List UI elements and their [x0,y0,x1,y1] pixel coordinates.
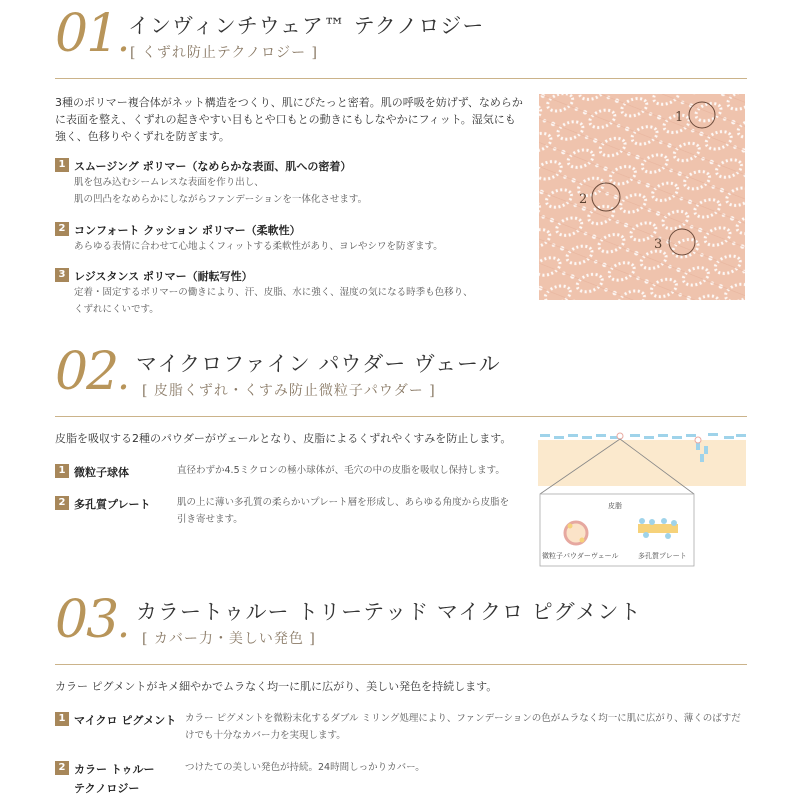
section-subtitle-03: [ カバー力・美しい発色 ] [142,631,316,647]
section-intro-03: カラー ピグメントがキメ細やかでムラなく均一に肌に広がり、美しい発色を持続します。 [55,680,498,693]
item-desc: カラー ピグメントを微粉末化するダブル ミリング処理により、ファンデーションの色がムラなく均一に肌に広がり、薄くのばすだ けでも十分なカバー力を実現します。 [185,713,741,741]
item-label: レジスタンス ポリマー（耐転写性） [74,270,253,283]
item-label: 微粒子球体 [74,466,129,479]
section-intro-01: 3種のポリマー複合体がネット構造をつくり、肌にぴたっと密着。肌の呼吸を妨げず、なめらか に表面を整え、くずれの起きやすい目もとや口もとの動きにもしなやかにフィット。湿気にも 強く、色移りやくずれを防ぎます。 [55,96,523,143]
divider [55,664,747,665]
item-badge: 1 [55,712,69,726]
item-desc: 肌を包み込むシームレスな表面を作り出し、 肌の凹凸をなめらかにしながらファンデーションを一体化させます。 [74,177,368,205]
item-label: マイクロ ピグメント [74,714,177,727]
figure-label-3: 3 [654,237,663,252]
figure-label-1: 1 [675,110,684,125]
item-label: スムージング ポリマー（なめらかな表面、肌への密着） [74,160,352,173]
item-badge: 1 [55,464,69,478]
item-badge: 3 [55,268,69,282]
item-desc: 肌の上に薄い多孔質の柔らかいプレート層を形成し、あらゆる角度から皮脂を 引き寄せます。 [177,497,510,525]
section-number-03: 03. [55,590,128,650]
sphere-label: 微粒子パウダーヴェール [542,552,619,560]
item-badge: 2 [55,761,69,775]
section-title-01: インヴィンチウェア™ テクノロジー [128,14,485,38]
item-label: 多孔質プレート [74,498,151,511]
item-desc: あらゆる表情に合わせて心地よくフィットする柔軟性があり、ヨレやシワを防ぎます。 [74,241,443,252]
figure-label-2: 2 [579,192,588,207]
section-number-01: 01. [55,4,128,64]
item-desc: 定着・固定するポリマーの働きにより、汗、皮脂、水に強く、湿度の気になる時季も色移り、 くずれにくいです。 [74,287,473,315]
item-label: コンフォート クッション ポリマー（柔軟性） [74,224,301,237]
item-label: カラー トゥルー テクノロジー [74,763,155,795]
section-number-02: 02. [55,342,128,402]
item-desc: 直径わずか4.5ミクロンの極小球体が、毛穴の中の皮脂を吸収し保持します。 [177,465,505,476]
plate-label: 多孔質プレート [638,552,687,560]
powder-veil-diagram-icon [538,430,746,570]
lace-pattern-icon [539,94,745,300]
item-badge: 2 [55,222,69,236]
divider [55,78,747,79]
sebum-label: 皮脂 [608,502,622,510]
item-badge: 2 [55,496,69,510]
powder-veil-illustration [538,430,746,570]
section-intro-02: 皮脂を吸収する2種のパウダーがヴェールとなり、皮脂によるくずれやくすみを防止します。 [55,432,512,445]
section-subtitle-01: [ くずれ防止テクノロジー ] [130,45,318,61]
section-title-02: マイクロファイン パウダー ヴェール [136,352,501,376]
polymer-net-illustration [539,94,745,300]
item-desc: つけたての美しい発色が持続。24時間しっかりカバー。 [185,762,425,773]
section-subtitle-02: [ 皮脂くずれ・くすみ防止微粒子パウダー ] [142,383,436,399]
section-title-03: カラートゥルー トリーテッド マイクロ ピグメント [136,600,642,624]
divider [55,416,747,417]
item-badge: 1 [55,158,69,172]
